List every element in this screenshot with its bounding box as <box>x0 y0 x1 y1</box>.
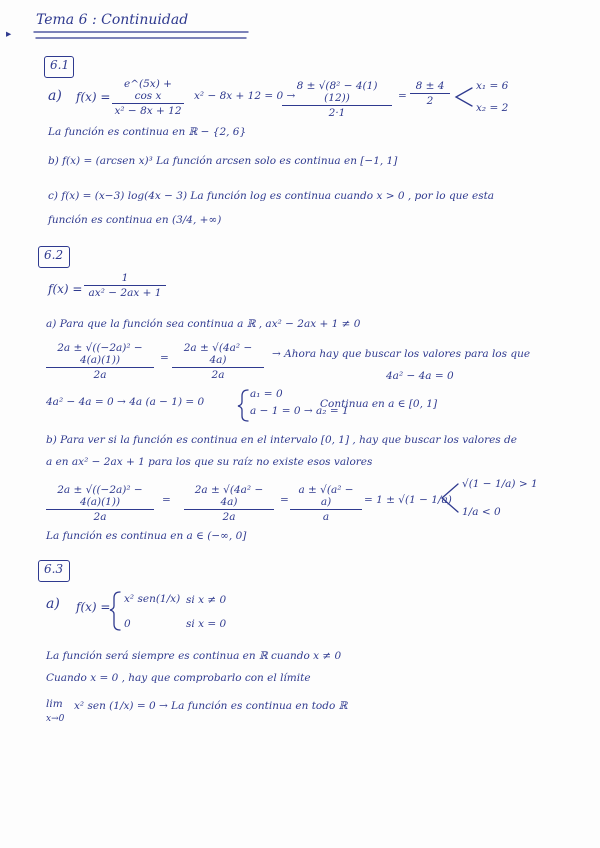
solution-x1: x₁ = 6 <box>476 80 509 92</box>
case-1-expression: x² sen(1/x) <box>124 593 181 605</box>
simplified-numerator: 2a ± √(4a² − 4a) <box>172 342 264 368</box>
discriminant-denominator: 2a <box>93 369 107 381</box>
case-1-condition: si x ≠ 0 <box>186 594 227 606</box>
simplified-denominator: 2a <box>211 369 225 381</box>
b-fraction-1-numerator: 2a ± √((−2a)² − 4(a)(1)) <box>46 484 154 510</box>
formula-numerator: 8 ± √(8² − 4(1)(12)) <box>282 80 392 106</box>
b-fraction-2-numerator: 2a ± √(4a² − 4a) <box>184 484 274 510</box>
part-a-conclusion: La función es continua en ℝ − {2, 6} <box>48 126 247 138</box>
equals-sign-b2: = <box>280 494 289 506</box>
factored-equation: 4a² − 4a = 0 → 4a (a − 1) = 0 <box>46 396 205 408</box>
part-a-letter: a) <box>48 88 62 104</box>
case-a2: a − 1 = 0 → a₂ = 1 <box>250 405 349 417</box>
page-title: Tema 6 : Continuidad <box>36 12 189 28</box>
part-a-statement-2: a) Para que la función sea continua a ℝ , ax² − 2ax + 1 ≠ 0 <box>46 318 361 330</box>
part-c-conclusion: función es continua en (3/4, +∞) <box>48 214 222 226</box>
equals-sign-b1: = <box>162 494 171 506</box>
function-definition: f(x) = <box>76 90 111 104</box>
solution-x2: x₂ = 2 <box>476 102 509 114</box>
quadratic-equation: x² − 8x + 12 = 0 → <box>194 90 296 102</box>
fraction-denominator: x² − 8x + 12 <box>114 105 182 117</box>
piecewise-definition: f(x) = <box>76 600 111 614</box>
part-a-letter-3: a) <box>46 596 60 612</box>
section-label-6-2: 6.2 <box>44 248 64 262</box>
function-definition-2: f(x) = <box>48 282 83 296</box>
section-label-6-1: 6.1 <box>50 58 70 72</box>
next-step-note: → Ahora hay que buscar los valores para los que <box>272 348 531 360</box>
section-label-6-3: 6.3 <box>44 562 64 576</box>
equals-sign: = <box>398 90 407 102</box>
b-fraction-1-denominator: 2a <box>93 511 107 523</box>
b-case-1: √(1 − 1/a) > 1 <box>462 478 538 490</box>
limit-subscript: x→0 <box>46 714 65 724</box>
limit-conclusion: x² sen (1/x) = 0 → La función es continua en todo ℝ <box>74 700 348 712</box>
limit-word: lim <box>46 698 63 710</box>
root-denominator: 2 <box>426 95 434 107</box>
case-a1: a₁ = 0 <box>250 388 283 400</box>
root-numerator: 8 ± 4 <box>410 80 450 94</box>
part-a-result: Continua en a ∈ [0, 1] <box>320 398 438 410</box>
b-fraction-3-numerator: a ± √(a² − a) <box>290 484 362 510</box>
fraction-denominator-2: ax² − 2ax + 1 <box>88 287 162 299</box>
equals-sign-2: = <box>160 352 169 364</box>
condition-equation: 4a² − 4a = 0 <box>386 370 454 382</box>
limit-check-statement: Cuando x = 0 , hay que comprobarlo con el límite <box>46 672 311 684</box>
case-2-expression: 0 <box>124 618 131 630</box>
case-2-condition: si x = 0 <box>186 618 227 630</box>
corner-mark: ▸ <box>6 28 12 40</box>
part-b-simplified: = 1 ± √(1 − 1/a) <box>364 494 452 506</box>
part-b-statement-2b: a en ax² − 2ax + 1 para los que su raíz no existe esos valores <box>46 456 373 468</box>
formula-denominator: 2·1 <box>328 107 346 119</box>
part-b-statement: b) f(x) = (arcsen x)³ La función arcsen solo es continua en [−1, 1] <box>48 155 398 167</box>
fraction-numerator-2: 1 <box>84 272 166 286</box>
fraction-numerator: e^(5x) + cos x <box>112 78 184 104</box>
part-c-statement: c) f(x) = (x−3) log(4x − 3) La función log es continua cuando x > 0 , por lo que esta <box>48 190 495 202</box>
part-b-statement-2: b) Para ver si la función es continua en el intervalo [0, 1] , hay que buscar los valores de <box>46 434 517 446</box>
discriminant-numerator: 2a ± √((−2a)² − 4(a)(1)) <box>46 342 154 368</box>
continuity-statement: La función será siempre es continua en ℝ cuando x ≠ 0 <box>46 650 342 662</box>
b-case-2: 1/a < 0 <box>462 506 501 518</box>
b-fraction-3-denominator: a <box>322 511 330 523</box>
part-b-conclusion: La función es continua en a ∈ (−∞, 0] <box>46 530 247 542</box>
b-fraction-2-denominator: 2a <box>222 511 236 523</box>
